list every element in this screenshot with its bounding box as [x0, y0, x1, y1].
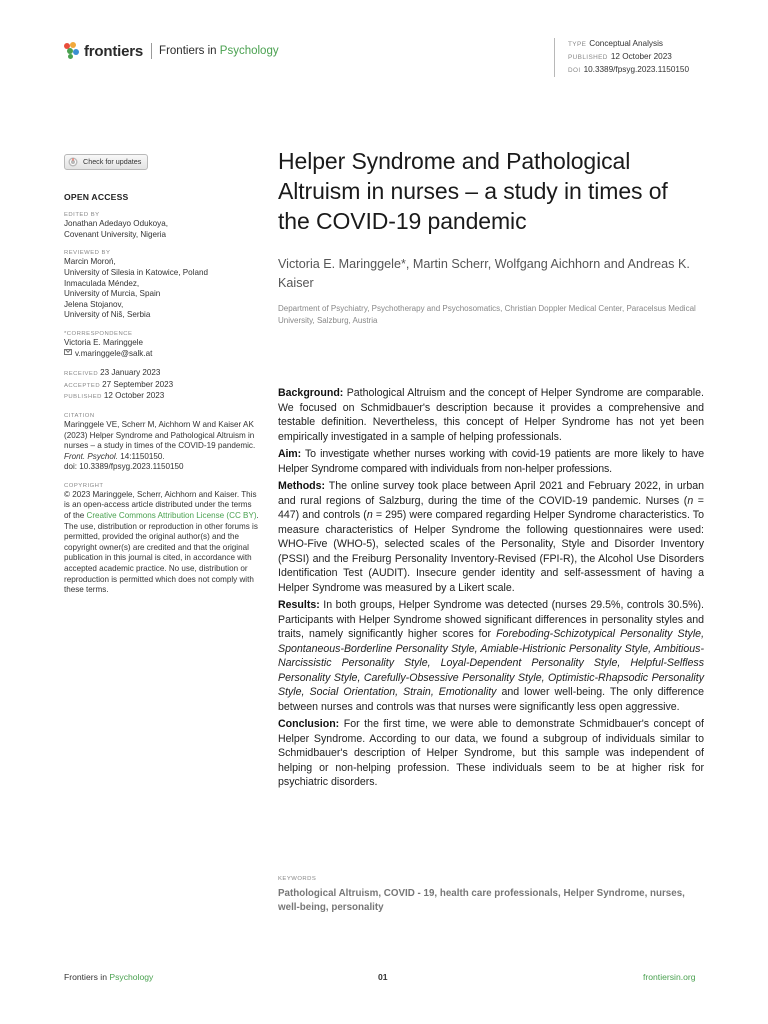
reviewer-affiliation: University of Murcia, Spain: [64, 289, 161, 299]
article-header: [278, 146, 704, 326]
refresh-icon: [68, 157, 78, 167]
mail-icon: [64, 349, 72, 355]
date-accepted: ACCEPTED 27 September 2023: [64, 379, 174, 389]
citation-text: Maringgele VE, Scherr M, Aichhorn W and Kaiser AK (2023) Helper Syndrome and Pathological Altruism in nurses – a study in times of the COVID-19 pandemic. Front. Psychol. 14:1150150. doi: 10.3389/fpsyg.2023.1150150: [64, 419, 256, 472]
meta-published: PUBLISHED 12 October 2023: [568, 52, 672, 61]
reviewer-affiliation: University of Niš, Serbia: [64, 310, 151, 320]
abstract-aim: Aim: To investigate whether nurses working with covid-19 patients are more likely to have Helper Syndrome compared with individuals from non-helper professions.: [278, 448, 704, 475]
article-meta: [554, 38, 689, 77]
correspondence-email: v.maringgele@salk.at: [75, 348, 153, 358]
brand-divider: [151, 43, 152, 59]
footer-journal[interactable]: Frontiers in Psychology: [64, 972, 154, 982]
article-title: Helper Syndrome and Pathological Altruism in nurses – a study in times of the COVID-19 pandemic: [278, 148, 668, 234]
date-published: PUBLISHED 12 October 2023: [64, 391, 165, 401]
reviewer-name: Marcin Moroń,: [64, 257, 116, 267]
reviewer-name: Inmaculada Méndez,: [64, 278, 140, 288]
article-authors: Victoria E. Maringgele*, Martin Scherr, Wolfgang Aichhorn and Andreas K. Kaiser: [278, 257, 690, 290]
page-number: 01: [378, 972, 388, 982]
correspondence-label: *CORRESPONDENCE: [64, 330, 133, 337]
correspondence-name: Victoria E. Maringgele: [64, 337, 144, 347]
journal-brand[interactable]: [64, 42, 279, 60]
article-affiliation: Department of Psychiatry, Psychotherapy and Psychosomatics, Christian Doppler Medical Center, Paracelsus Medical University, Salzburg, Austria: [278, 304, 696, 325]
abstract-methods: Methods: The online survey took place between April 2021 and February 2022, in urban and rural regions of Salzburg, during the time of the COVID-19 pandemic. Nurses (n = 447) and controls (n = 295) were compared regarding Helper Syndrome characteristics. To measure characteristics of Helper Syndrome the following questionnaires were used: WHO-Five (WHO-5), selected scales of the Personality, Style and Disorder Inventory (PSSI) and the Freiburg Personality Inventory-Revised (FPI-R), the Alcohol Use Disorders Identification Test (AUDIT). Insecure gender identity and self-assessment of having a Helper Syndrome was measured by a Likert scale.: [278, 480, 704, 594]
abstract-conclusion: Conclusion: For the first time, we were able to demonstrate Schmidbauer's concept of Helper Syndrome. According to our data, we found a subgroup of individuals similar to Schmidbauer's description of Helper Syndrome, but this sample was independent of helping or non-helping profession. These individuals seem to be at higher risk for psychiatric disorders.: [278, 718, 704, 788]
meta-doi[interactable]: DOI 10.3389/fpsyg.2023.1150150: [568, 65, 690, 74]
reviewed-by-label: REVIEWED BY: [64, 250, 111, 257]
check-for-updates-button[interactable]: [64, 154, 148, 170]
edited-by-label: EDITED BY: [64, 212, 100, 219]
abstract-background: Background: Pathological Altruism and the concept of Helper Syndrome are comparable. We focused on Schmidbauer's description because it provides a comprehensive and testable definition. Nevertheless, this concept of Helper Syndrome has not yet been empirically investigated in a sample of helping professionals.: [278, 387, 704, 443]
abstract-results: Results: In both groups, Helper Syndrome was detected (nurses 29.5%, controls 30.5%). Participants with Helper Syndrome showed significant differences in personality styles and traits, namely significantly higher scores for Foreboding-Schizotypical Personality Style, Spontaneous-Borderline Personality Style, Amiable-Histrionic Personality Style, Ambitious-Narcissistic Personality Style, Loyal-Dependent Personality Style, Helpful-Selfless Personality Style, Carefully-Obsessive Personality Style, Optimistic-Rhapsodic Personality Style, Social Orientation, Strain, Emotionality and lower well-being. The only difference between nurses and controls was that nurses were significantly less open aggressive.: [278, 599, 705, 713]
check-for-updates-label: Check for updates: [83, 156, 142, 166]
citation-doi[interactable]: doi: 10.3389/fpsyg.2023.1150150: [64, 462, 184, 472]
editor-name: Jonathan Adedayo Odukoya,: [64, 219, 168, 229]
editor-affiliation: Covenant University, Nigeria: [64, 229, 166, 239]
reviewer-name: Jelena Stojanov,: [64, 299, 124, 309]
keywords-label: KEYWORDS: [278, 876, 317, 882]
footer-site-link[interactable]: frontiersin.org: [643, 972, 696, 982]
correspondence-email-row[interactable]: [64, 349, 260, 360]
abstract: [278, 386, 704, 793]
open-access-label: OPEN ACCESS: [64, 191, 129, 202]
journal-name: Frontiers in Psychology: [159, 45, 279, 57]
frontiers-logo-icon: [64, 42, 80, 60]
sidebar: [64, 154, 260, 596]
keywords: [278, 876, 704, 915]
article-dates: [64, 368, 260, 403]
frontiers-logo-text: frontiers: [84, 42, 144, 60]
reviewer-affiliation: University of Silesia in Katowice, Poland: [64, 267, 208, 277]
copyright-label: COPYRIGHT: [64, 482, 104, 489]
keywords-text: Pathological Altruism, COVID - 19, health care professionals, Helper Syndrome, nurses, well-being, personality: [278, 888, 685, 913]
cc-by-license-link[interactable]: Creative Commons Attribution License (CC BY): [86, 511, 257, 521]
copyright-text: © 2023 Maringgele, Scherr, Aichhorn and Kaiser. This is an open-access article distributed under the terms of the Creative Commons Attribution License (CC BY). The use, distribution or reproduction in other forums is permitted, provided the original author(s) and the copyright owner(s) are credited and that the original publication in this journal is cited, in accordance with accepted academic practice. No use, distribution or reproduction is permitted which does not comply with these terms.: [64, 489, 259, 595]
date-received: RECEIVED 23 January 2023: [64, 368, 161, 378]
citation-label: CITATION: [64, 412, 95, 419]
meta-type: TYPE Conceptual Analysis: [568, 39, 664, 48]
